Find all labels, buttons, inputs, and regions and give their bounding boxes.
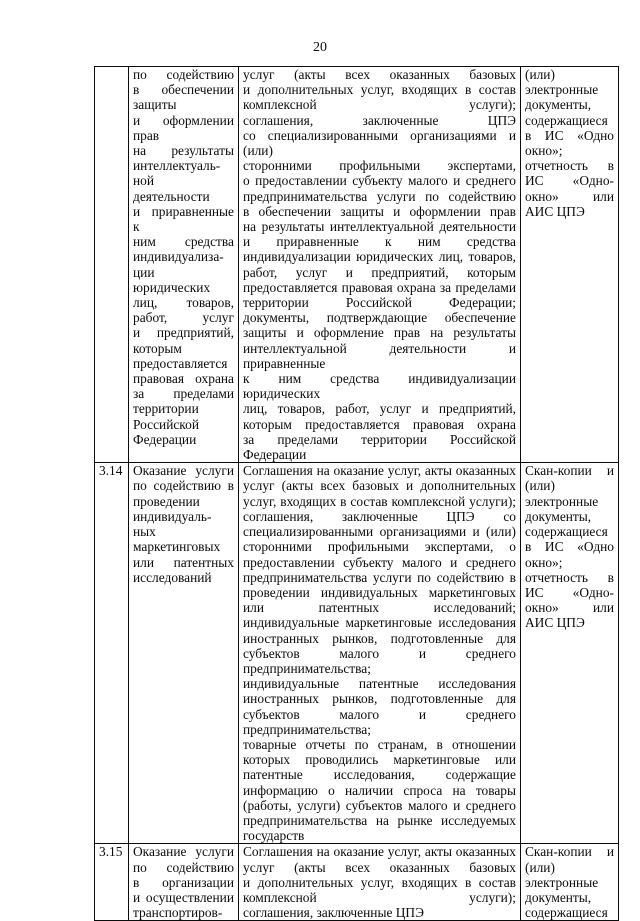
text-line: Скан-копии и <box>525 463 614 479</box>
text-line: лиц, товаров, <box>133 295 234 311</box>
text-line: иностранных рынков, подготовленные для <box>243 691 516 707</box>
text-line: Оказание услуги <box>133 463 234 479</box>
text-line: или патентных исследований; <box>243 600 516 616</box>
text-line: предоставлении субъекту малого и среднего <box>243 554 516 570</box>
service-name-cell <box>129 844 239 921</box>
text-line: Соглашения на оказание услуг, акты оказанных <box>243 463 516 479</box>
table-body <box>95 67 619 921</box>
text-line: ИС «Одно- <box>525 173 614 189</box>
text-line: ции юридических <box>133 264 211 295</box>
text-line: документы, подтверждающие обеспечение <box>243 310 516 326</box>
text-line: по содействию <box>133 859 234 875</box>
text-line: проведении индивидуальных маркетинговых <box>243 584 516 600</box>
text-line: индивидуализа- <box>133 249 224 265</box>
text-line: документы, <box>525 97 592 113</box>
text-line: защиты <box>133 97 177 113</box>
text-line: субъектов малого и среднего <box>243 706 516 722</box>
text-line: предоставляется <box>133 355 228 371</box>
row-number: 3.14 <box>95 463 129 844</box>
text-line: и дополнительных услуг, входящих в состав <box>243 874 516 890</box>
text-line: лиц, товаров, работ, услуг и предприятий, <box>243 401 516 417</box>
text-line: патентные исследования, содержащие <box>243 767 516 783</box>
text-line: и предприятий, <box>133 325 234 341</box>
text-line: документы, <box>525 508 592 524</box>
text-line: в обеспечении защиты и оформлении прав <box>243 203 516 219</box>
text-line: предоставляется правовая охрана за пределами <box>243 279 516 295</box>
text-line: маркетинговых <box>133 539 221 555</box>
service-name-cell <box>129 463 239 844</box>
text-line: соглашения, заключенные ЦПЭ <box>243 905 424 921</box>
row-number: 3.15 <box>95 844 129 921</box>
text-line: отчетность в <box>525 569 614 585</box>
text-line: индивидуальные маркетинговые исследования <box>243 615 516 631</box>
text-line: электронные <box>525 82 599 98</box>
text-line: по содействию <box>133 67 234 82</box>
text-line: товарные отчеты по странам, в отношении <box>243 736 516 752</box>
text-line: услуг (акты всех оказанных базовых <box>243 67 516 82</box>
text-line: за пределами территории Российской Федерации <box>243 431 516 463</box>
text-line: комплексной услуги); <box>243 889 516 905</box>
text-line: предпринимательства; <box>243 721 371 737</box>
text-line: (или) <box>525 859 555 875</box>
text-line: (работы, услуги) субъектов малого и среднего <box>243 797 516 813</box>
form-cell <box>521 844 619 921</box>
text-line: и дополнительных услуг, входящих в состав <box>243 82 516 98</box>
text-line: проведении <box>133 493 200 509</box>
text-line: в обеспечении <box>133 82 234 98</box>
page-number: 20 <box>313 40 327 55</box>
text-line: электронные <box>525 493 599 509</box>
text-line: правовая охрана <box>133 371 234 387</box>
row-number <box>95 67 129 463</box>
text-line: работ, услуг и предприятий, которым <box>243 264 516 280</box>
text-line: иностранных рынков, подготовленные для <box>243 630 516 646</box>
text-line: предпринимательства; <box>243 660 371 676</box>
text-line: и приравненные к <box>133 203 234 235</box>
text-line: и приравненные к ним средства <box>243 234 516 250</box>
text-line: окно» или <box>525 188 614 204</box>
text-line: индивидуальные патентные исследования <box>243 676 516 692</box>
text-line: на результаты <box>133 143 234 159</box>
text-line: территории <box>133 401 199 417</box>
text-line: интеллектуаль- <box>133 158 221 174</box>
text-line: за пределами <box>133 386 234 402</box>
text-line: содержащиеся <box>525 112 608 128</box>
text-line: (или) <box>525 67 555 82</box>
text-line: окно»; <box>525 554 563 570</box>
text-line: транспортиров- <box>133 905 223 921</box>
text-line: предпринимательства услуги по содействию в <box>243 569 516 585</box>
text-line: в ИС «Одно <box>525 127 614 143</box>
text-line: по содействию в <box>133 478 234 494</box>
text-line: комплексной услуги); <box>243 97 516 113</box>
table-row <box>95 844 619 921</box>
text-line: государств <box>243 828 305 844</box>
text-line: к ним средства индивидуализации юридических <box>243 371 516 402</box>
text-line: сторонними профильными экспертами, <box>243 158 516 174</box>
documents-cell <box>239 67 521 463</box>
text-line: и оформлении <box>133 112 234 128</box>
text-line: защиты и оформление прав на результаты <box>243 325 516 341</box>
text-line: которым <box>133 340 182 356</box>
text-line: Скан-копии и <box>525 844 614 860</box>
text-line: ним средства <box>133 234 234 250</box>
text-line: в организации <box>133 874 234 890</box>
table-row <box>95 67 619 463</box>
text-line: в ИС «Одно <box>525 539 614 555</box>
documents-cell <box>239 463 521 844</box>
text-line: или патентных <box>133 554 234 570</box>
service-name-cell <box>129 67 239 463</box>
text-line: информацию о наличии спроса на товары <box>243 782 516 798</box>
text-line: предпринимательства услуги по содействию <box>243 188 516 204</box>
text-line: (или) <box>525 478 555 494</box>
text-line: ной деятельности <box>133 173 210 204</box>
documents-cell <box>239 844 521 921</box>
text-line: субъектов малого и среднего <box>243 645 516 661</box>
text-line: на результаты интеллектуальной деятельности <box>243 219 516 235</box>
text-line: которых проводились маркетинговые или <box>243 752 516 768</box>
text-line: Оказание услуги <box>133 844 234 860</box>
text-line: содержащиеся <box>525 524 608 540</box>
text-line: территории Российской Федерации; <box>243 295 516 311</box>
form-cell <box>521 463 619 844</box>
text-line: сторонними профильными экспертами, о <box>243 539 516 555</box>
services-table <box>94 66 619 921</box>
text-line: ИС «Одно- <box>525 584 614 600</box>
text-line: услуг (акты всех оказанных базовых <box>243 859 516 875</box>
text-line: и осуществлении <box>133 889 234 905</box>
text-line: которым предоставляется правовая охрана <box>243 416 516 432</box>
table-row <box>95 463 619 844</box>
text-line: окно»; <box>525 143 563 159</box>
text-line: АИС ЦПЭ <box>525 615 585 631</box>
text-line: о предоставлении субъекту малого и среднего <box>243 173 516 189</box>
text-line: услуг (акты всех базовых и дополнительных <box>243 478 516 494</box>
text-line: Соглашения на оказание услуг, акты оказанных <box>243 844 516 860</box>
text-line: Российской <box>133 416 199 432</box>
text-line: индивидуализации юридических лиц, товаров, <box>243 249 516 265</box>
text-line: предпринимательства на рынке исследуемых <box>243 812 516 828</box>
text-line: работ, услуг <box>133 310 234 326</box>
text-line: Федерации <box>133 431 197 447</box>
text-line: специализированными организациями и (или) <box>243 524 516 540</box>
text-line: соглашения, заключенные ЦПЭ со <box>243 508 516 524</box>
text-line: со специализированными организациями и (или) <box>243 127 516 159</box>
text-line: интеллектуальной деятельности и приравненные <box>243 340 516 371</box>
text-line: индивидуаль-ных <box>133 508 212 540</box>
text-line: отчетность в <box>525 158 614 174</box>
text-line: услуг, входящих в состав комплексной услуги); <box>243 493 516 509</box>
text-line: электронные <box>525 874 599 890</box>
text-line: исследований <box>133 569 212 585</box>
text-line: содержащиеся <box>525 905 608 921</box>
text-line: АИС ЦПЭ <box>525 203 585 219</box>
text-line: прав <box>133 127 160 143</box>
text-line: окно» или <box>525 600 614 616</box>
text-line: соглашения, заключенные ЦПЭ <box>243 112 516 128</box>
text-line: документы, <box>525 889 592 905</box>
form-cell <box>521 67 619 463</box>
